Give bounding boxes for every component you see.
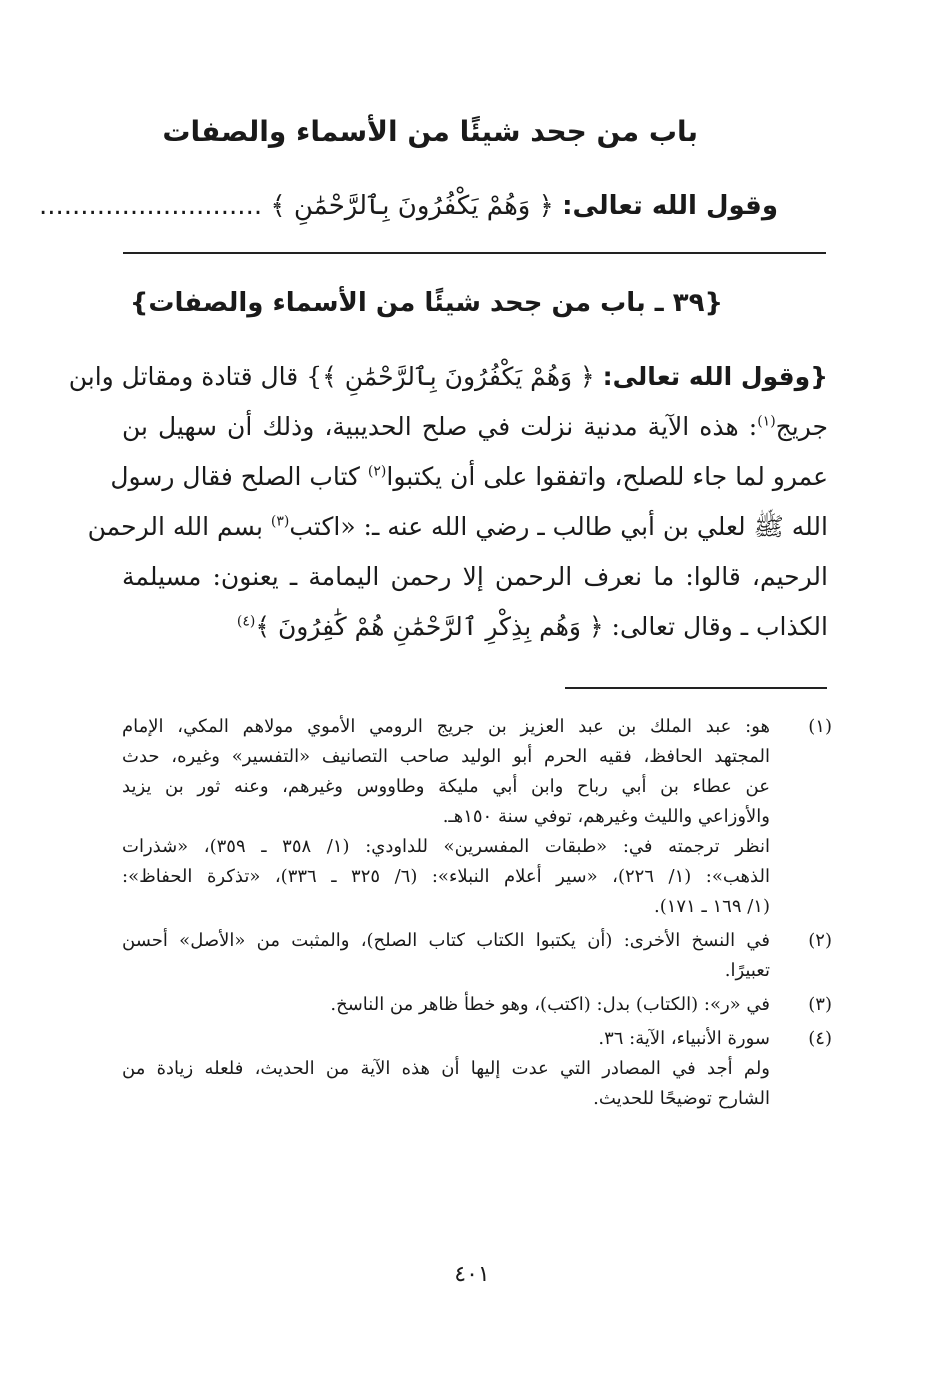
footnote-line: في «ر»: (الكتاب) بدل: (اكتب)، وهو خطأ ظاهر من الناسخ. <box>330 994 770 1015</box>
footnote-number: (١) <box>808 716 832 737</box>
footnote-number: (٤) <box>808 1028 832 1049</box>
footnote-line: انظر ترجمته في: «طبقات المفسرين» للداودي: (١/ ٣٥٨ ـ ٣٥٩)، «شذرات <box>122 836 770 857</box>
quran-verse: ﴿ وَهُمْ يَكْفُرُونَ بِٱلرَّحْمَٰنِ ﴾} <box>298 362 603 391</box>
footnote-line: في النسخ الأخرى: (أن يكتبوا الكتاب كتاب الصلح)، والمثبت من «الأصل» أحسن <box>122 930 770 951</box>
body-text-segment: بسم الله الرحمن <box>87 512 271 541</box>
footnote-ref: (٢) <box>367 463 387 480</box>
section-divider <box>123 252 826 254</box>
commentary-body <box>68 352 828 652</box>
body-text-segment: : هذه الآية مدنية نزلت في صلح الحديبية، وذلك أن سهيل بن <box>122 412 758 441</box>
body-line <box>110 452 828 502</box>
footnote <box>122 712 832 922</box>
footnote-line: الذهب»: (١/ ٢٢٦)، «سير أعلام النبلاء»: (٦/ ٣٢٥ ـ ٣٣٦)، «تذكرة الحفاظ»: <box>122 866 770 887</box>
body-text-segment: جريج <box>775 412 828 441</box>
footnote-ref: (٤) <box>236 613 256 630</box>
body-verse-intro: {وقول الله تعالى: <box>602 362 828 391</box>
footnotes <box>122 712 832 1118</box>
footnote-line: سورة الأنبياء، الآية: ٣٦. <box>598 1028 770 1049</box>
verse-intro: وقول الله تعالى: <box>562 191 778 221</box>
body-line <box>122 402 828 452</box>
footnote-line: عن عطاء بن أبي رباح وابن أبي مليكة وطاووس وغيرهم، وعنه ثور بن يزيد <box>122 776 770 797</box>
footnote <box>122 1024 832 1114</box>
footnote-ref: (١) <box>757 413 776 430</box>
footnote <box>122 990 832 1020</box>
body-text-segment: الله ﷺ لعلي بن أبي طالب ـ رضي الله عنه ـ: «اكتب <box>289 512 828 541</box>
footnote-number: (٢) <box>808 930 832 951</box>
section-heading: باب من جحد شيئًا من الأسماء والصفات <box>162 115 698 148</box>
footnote-divider <box>565 687 827 689</box>
footnote <box>122 926 832 986</box>
footnote-line: والأوزاعي والليث وغيرهم، توفي سنة ١٥٠هـ. <box>442 806 770 827</box>
body-line <box>122 602 828 652</box>
footnote-line: هو: عبد الملك بن عبد العزيز بن جريج الرومي الأموي مولاهم المكي، الإمام <box>122 716 770 737</box>
footnote-line: (١/ ١٦٩ ـ ١٧١). <box>654 896 770 917</box>
body-text-segment: قال قتادة ومقاتل وابن <box>68 362 299 391</box>
body-text-segment: عمرو لما جاء للصلح، واتفقوا على أن يكتبوا <box>386 462 828 491</box>
footnote-number: (٣) <box>808 994 832 1015</box>
quran-verse: ﴿ وَهُمْ يَكْفُرُونَ بِٱلرَّحْمَٰنِ ﴾ <box>270 191 554 221</box>
footnote-line: تعبيرًا. <box>724 960 770 981</box>
footnote-line: المجتهد الحافظ، فقيه الحرم أبو الوليد صاحب التصانيف «التفسير» وغيره، حدث <box>122 746 770 767</box>
body-text-segment: الكذاب ـ وقال تعالى: <box>603 612 828 641</box>
leader-dots: ........................... <box>38 191 263 221</box>
footnote-ref: (٣) <box>270 513 290 530</box>
footnote-line: الشارح توضيحًا للحديث. <box>593 1088 770 1109</box>
body-text-segment: كتاب الصلح فقال رسول <box>110 462 368 491</box>
body-line <box>68 352 828 402</box>
heading-verse-line <box>38 186 778 226</box>
quran-verse: ﴿ وَهُم بِذِكْرِ ٱلرَّحْمَٰنِ هُمْ كَٰفِرُونَ ﴾ <box>255 612 604 641</box>
body-line: الرحيم، قالوا: ما نعرف الرحمن إلا رحمن اليمامة ـ يعنون: مسيلمة <box>122 562 828 591</box>
page-number: ٤٠١ <box>454 1262 490 1287</box>
footnote-line: ولم أجد في المصادر التي عدت إليها أن هذه الآية من الحديث، فلعله زيادة من <box>122 1058 770 1079</box>
body-line <box>87 502 828 552</box>
chapter-title: {٣٩ ـ باب من جحد شيئًا من الأسماء والصفات} <box>129 288 723 318</box>
